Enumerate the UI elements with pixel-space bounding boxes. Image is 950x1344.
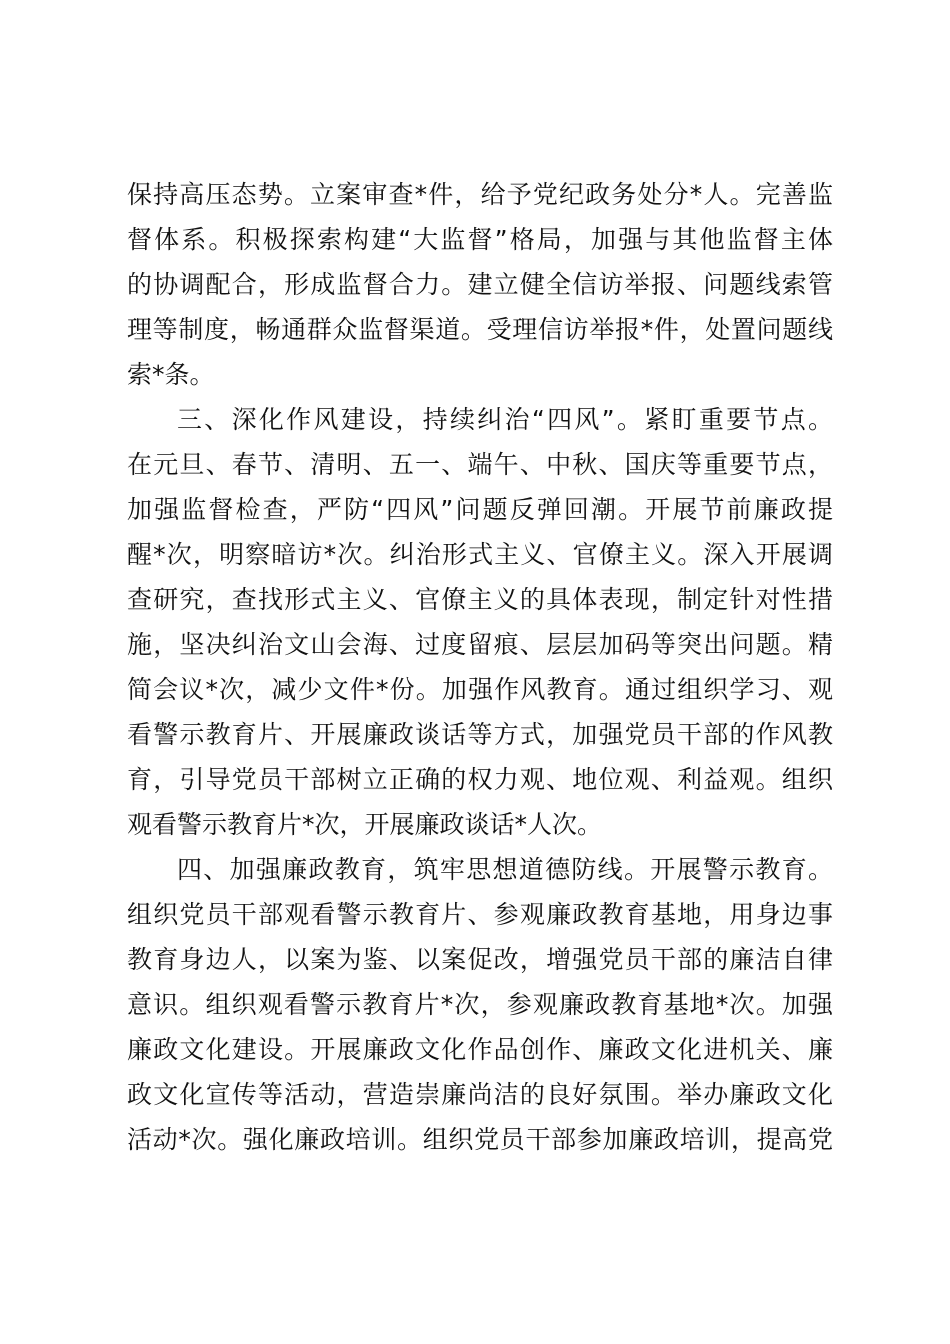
text-line: 醒*次，明察暗访*次。纠治形式主义、官僚主义。深入开展调 <box>127 540 833 569</box>
text-line: 看警示教育片、开展廉政谈话等方式，加强党员干部的作风教 <box>127 720 833 749</box>
text-line: 政文化宣传等活动，营造崇廉尚洁的良好氛围。举办廉政文化 <box>127 1080 833 1109</box>
text-line: 保持高压态势。立案审查*件，给予党纪政务处分*人。完善监 <box>127 180 833 209</box>
text-line: 活动*次。强化廉政培训。组织党员干部参加廉政培训，提高党 <box>127 1125 833 1154</box>
text-line: 查研究，查找形式主义、官僚主义的具体表现，制定针对性措 <box>127 585 833 614</box>
text-line: 观看警示教育片*次，开展廉政谈话*人次。 <box>127 810 603 839</box>
text-line: 督体系。积极探索构建“大监督”格局，加强与其他监督主体 <box>127 225 833 254</box>
text-line: 施，坚决纠治文山会海、过度留痕、层层加码等突出问题。精 <box>127 630 833 659</box>
text-line: 育，引导党员干部树立正确的权力观、地位观、利益观。组织 <box>127 765 833 794</box>
text-line: 索*条。 <box>127 360 215 389</box>
text-line: 简会议*次，减少文件*份。加强作风教育。通过组织学习、观 <box>127 675 833 704</box>
text-line: 理等制度，畅通群众监督渠道。受理信访举报*件，处置问题线 <box>127 315 833 344</box>
section-heading-line: 四、加强廉政教育，筑牢思想道德防线。开展警示教育。 <box>177 855 833 884</box>
text-line: 意识。组织观看警示教育片*次，参观廉政教育基地*次。加强 <box>127 990 833 1019</box>
text-line: 组织党员干部观看警示教育片、参观廉政教育基地，用身边事 <box>127 900 833 929</box>
section-heading-line: 三、深化作风建设，持续纠治“四风”。紧盯重要节点。 <box>177 405 833 434</box>
text-line: 加强监督检查，严防“四风”问题反弹回潮。开展节前廉政提 <box>127 495 833 524</box>
text-line: 廉政文化建设。开展廉政文化作品创作、廉政文化进机关、廉 <box>127 1035 833 1064</box>
text-line: 在元旦、春节、清明、五一、端午、中秋、国庆等重要节点， <box>127 450 833 479</box>
text-line: 教育身边人，以案为鉴、以案促改，增强党员干部的廉洁自律 <box>127 945 833 974</box>
document-body <box>127 172 833 1162</box>
text-line: 的协调配合，形成监督合力。建立健全信访举报、问题线索管 <box>127 270 833 299</box>
